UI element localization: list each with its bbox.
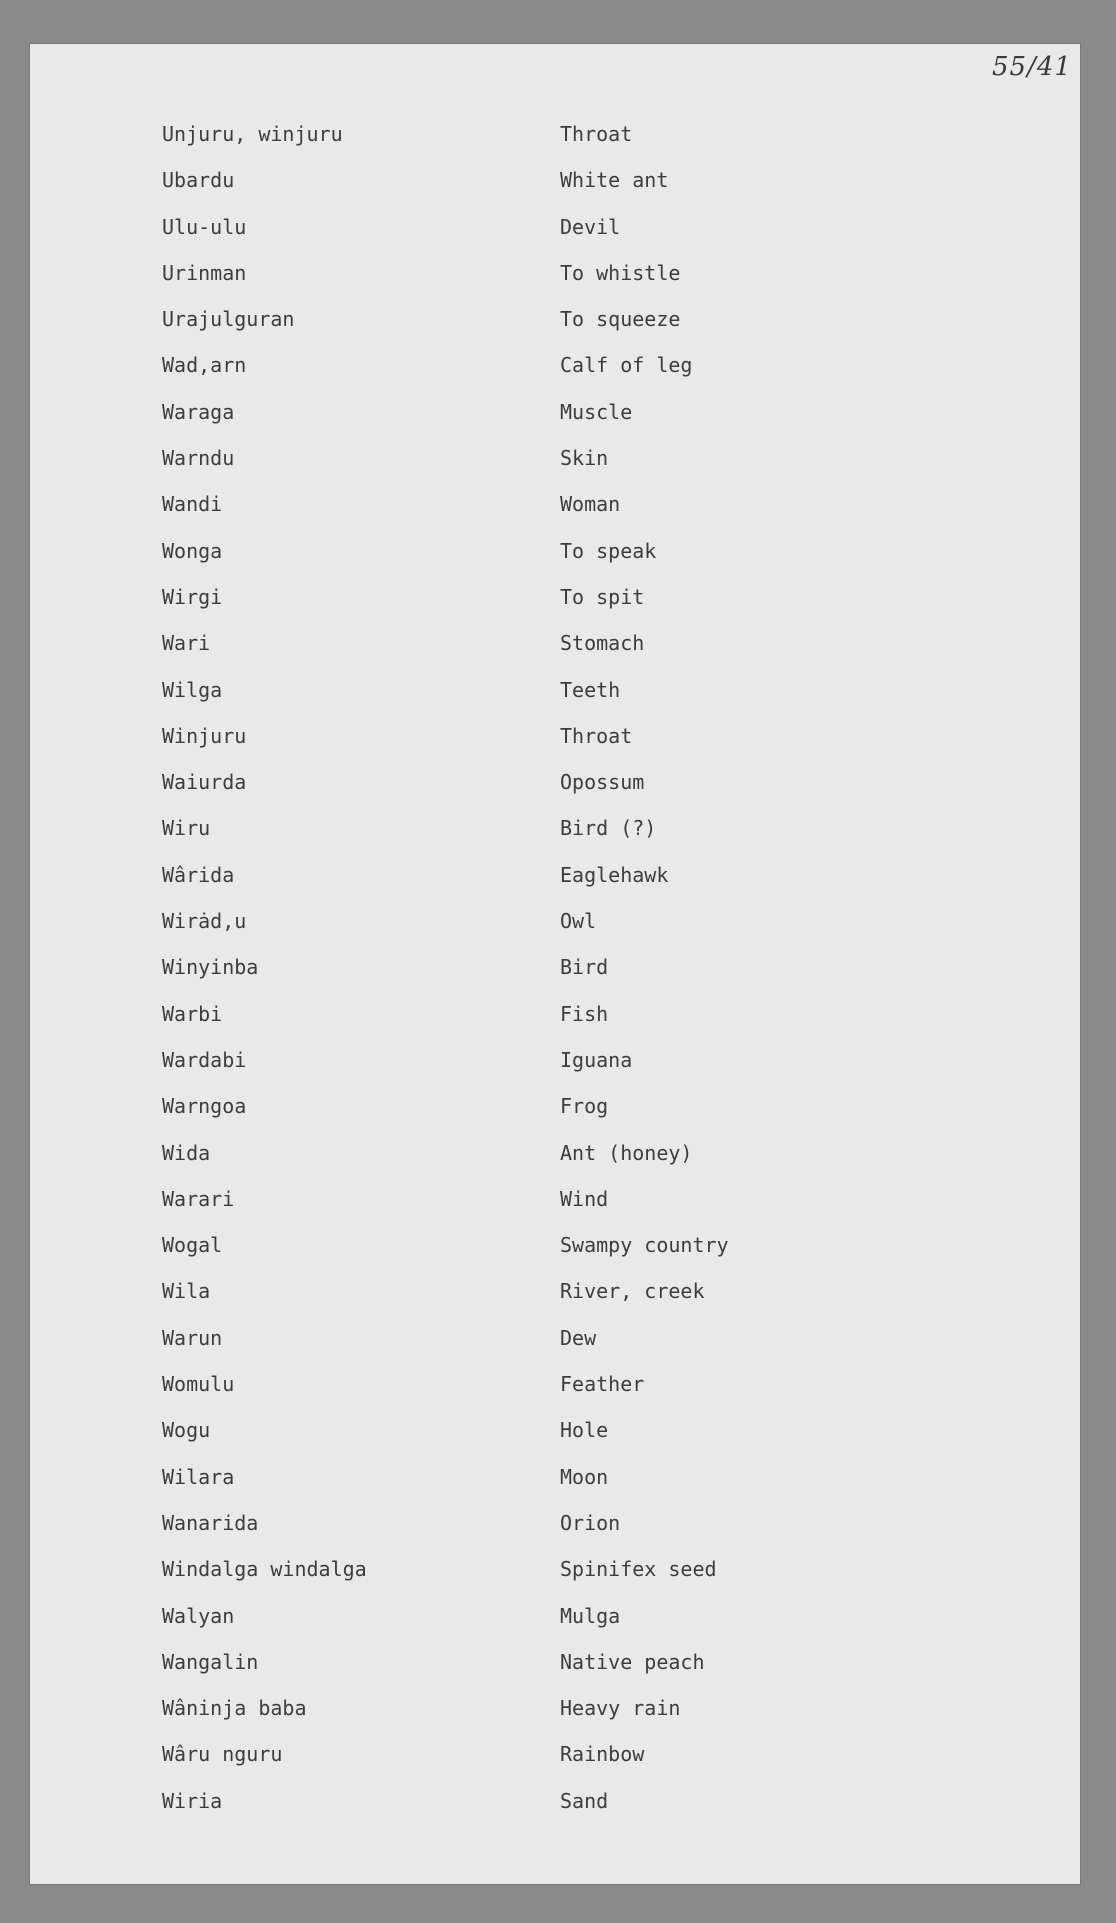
english-meaning: Orion [560, 1510, 621, 1535]
vocabulary-entry [30, 353, 1080, 399]
english-meaning: Dew [560, 1325, 597, 1350]
aboriginal-word: Wanarida [162, 1510, 259, 1535]
aboriginal-word: Urinman [162, 260, 247, 285]
aboriginal-word: Wogu [162, 1418, 211, 1443]
aboriginal-word: Winjuru [162, 723, 247, 748]
english-meaning: Iguana [560, 1047, 633, 1072]
english-meaning: Fish [560, 1001, 609, 1026]
english-meaning: Wind [560, 1186, 609, 1211]
english-meaning: Owl [560, 909, 597, 934]
vocabulary-entry [30, 261, 1080, 307]
aboriginal-word: Ulu-ulu [162, 214, 247, 239]
aboriginal-word: Warari [162, 1186, 235, 1211]
vocabulary-entry [30, 863, 1080, 909]
english-meaning: Heavy rain [560, 1696, 681, 1721]
vocabulary-entry [30, 1141, 1080, 1187]
vocabulary-entry [30, 1048, 1080, 1094]
aboriginal-word: Windalga windalga [162, 1557, 367, 1582]
aboriginal-word: Wiru [162, 816, 211, 841]
aboriginal-word: Waraga [162, 399, 235, 424]
vocabulary-entry [30, 122, 1080, 168]
vocabulary-entry [30, 770, 1080, 816]
vocabulary-entry [30, 1002, 1080, 1048]
english-meaning: Ant (honey) [560, 1140, 693, 1165]
vocabulary-entry [30, 215, 1080, 261]
english-meaning: Eaglehawk [560, 862, 669, 887]
vocabulary-entry [30, 1696, 1080, 1742]
aboriginal-word: Wangalin [162, 1649, 259, 1674]
aboriginal-word: Wirgi [162, 584, 223, 609]
vocabulary-entry [30, 1372, 1080, 1418]
english-meaning: Hole [560, 1418, 609, 1443]
aboriginal-word: Unjuru, winjuru [162, 122, 343, 146]
english-meaning: Skin [560, 446, 609, 471]
aboriginal-word: Wonga [162, 538, 223, 563]
aboriginal-word: Wâninja baba [162, 1696, 307, 1721]
aboriginal-word: Warun [162, 1325, 223, 1350]
aboriginal-word: Wari [162, 631, 211, 656]
vocabulary-entry [30, 1604, 1080, 1650]
aboriginal-word: Wila [162, 1279, 211, 1304]
english-meaning: To whistle [560, 260, 681, 285]
english-meaning: Throat [560, 122, 633, 146]
vocabulary-entry [30, 816, 1080, 862]
vocabulary-entry [30, 1279, 1080, 1325]
vocabulary-entry [30, 585, 1080, 631]
aboriginal-word: Wilga [162, 677, 223, 702]
english-meaning: Muscle [560, 399, 633, 424]
vocabulary-entry [30, 1187, 1080, 1233]
english-meaning: Rainbow [560, 1742, 645, 1767]
vocabulary-entry [30, 492, 1080, 538]
aboriginal-word: Warbi [162, 1001, 223, 1026]
vocabulary-entry [30, 307, 1080, 353]
english-meaning: Bird (?) [560, 816, 657, 841]
vocabulary-entry [30, 400, 1080, 446]
aboriginal-word: Womulu [162, 1372, 235, 1397]
aboriginal-word: Wandi [162, 492, 223, 517]
aboriginal-word: Wiria [162, 1788, 223, 1813]
vocabulary-entry [30, 724, 1080, 770]
english-meaning: Devil [560, 214, 621, 239]
vocabulary-entry [30, 1465, 1080, 1511]
aboriginal-word: Urajulguran [162, 307, 295, 332]
aboriginal-word: Wâru nguru [162, 1742, 283, 1767]
aboriginal-word: Ubardu [162, 168, 235, 193]
vocabulary-entry [30, 1557, 1080, 1603]
english-meaning: White ant [560, 168, 669, 193]
english-meaning: Opossum [560, 770, 645, 795]
vocabulary-entry [30, 678, 1080, 724]
vocabulary-entry [30, 1094, 1080, 1140]
english-meaning: Stomach [560, 631, 645, 656]
english-meaning: Mulga [560, 1603, 621, 1628]
vocabulary-entry [30, 1233, 1080, 1279]
aboriginal-word: Waiurda [162, 770, 247, 795]
vocabulary-entry [30, 955, 1080, 1001]
vocabulary-entry [30, 1511, 1080, 1557]
aboriginal-word: Wad,arn [162, 353, 247, 378]
vocabulary-entry [30, 1789, 1080, 1835]
english-meaning: River, creek [560, 1279, 705, 1304]
aboriginal-word: Wida [162, 1140, 211, 1165]
aboriginal-word: Warngoa [162, 1094, 247, 1119]
vocabulary-entry [30, 1650, 1080, 1696]
vocabulary-entry [30, 1742, 1080, 1788]
aboriginal-word: Wogal [162, 1233, 223, 1258]
english-meaning: Sand [560, 1788, 609, 1813]
english-meaning: Spinifex seed [560, 1557, 717, 1582]
document-page [30, 44, 1080, 1884]
english-meaning: Feather [560, 1372, 645, 1397]
english-meaning: Teeth [560, 677, 621, 702]
vocabulary-entry [30, 539, 1080, 585]
english-meaning: Woman [560, 492, 621, 517]
aboriginal-word: Winyinba [162, 955, 259, 980]
vocabulary-entry [30, 631, 1080, 677]
vocabulary-entry [30, 1418, 1080, 1464]
english-meaning: To spit [560, 584, 645, 609]
aboriginal-word: Wilara [162, 1464, 235, 1489]
english-meaning: To speak [560, 538, 657, 563]
english-meaning: Throat [560, 723, 633, 748]
english-meaning: Native peach [560, 1649, 705, 1674]
aboriginal-word: Walyan [162, 1603, 235, 1628]
english-meaning: To squeeze [560, 307, 681, 332]
vocabulary-entry [30, 446, 1080, 492]
aboriginal-word: Wârida [162, 862, 235, 887]
vocabulary-entry [30, 909, 1080, 955]
page-number: 55/41 [992, 52, 1072, 82]
aboriginal-word: Warndu [162, 446, 235, 471]
english-meaning: Swampy country [560, 1233, 729, 1258]
vocabulary-entry [30, 168, 1080, 214]
vocabulary-list [30, 122, 1080, 1835]
aboriginal-word: Wirȧd,u [162, 909, 247, 934]
english-meaning: Bird [560, 955, 609, 980]
vocabulary-entry [30, 1326, 1080, 1372]
aboriginal-word: Wardabi [162, 1047, 247, 1072]
english-meaning: Calf of leg [560, 353, 693, 378]
english-meaning: Frog [560, 1094, 609, 1119]
english-meaning: Moon [560, 1464, 609, 1489]
